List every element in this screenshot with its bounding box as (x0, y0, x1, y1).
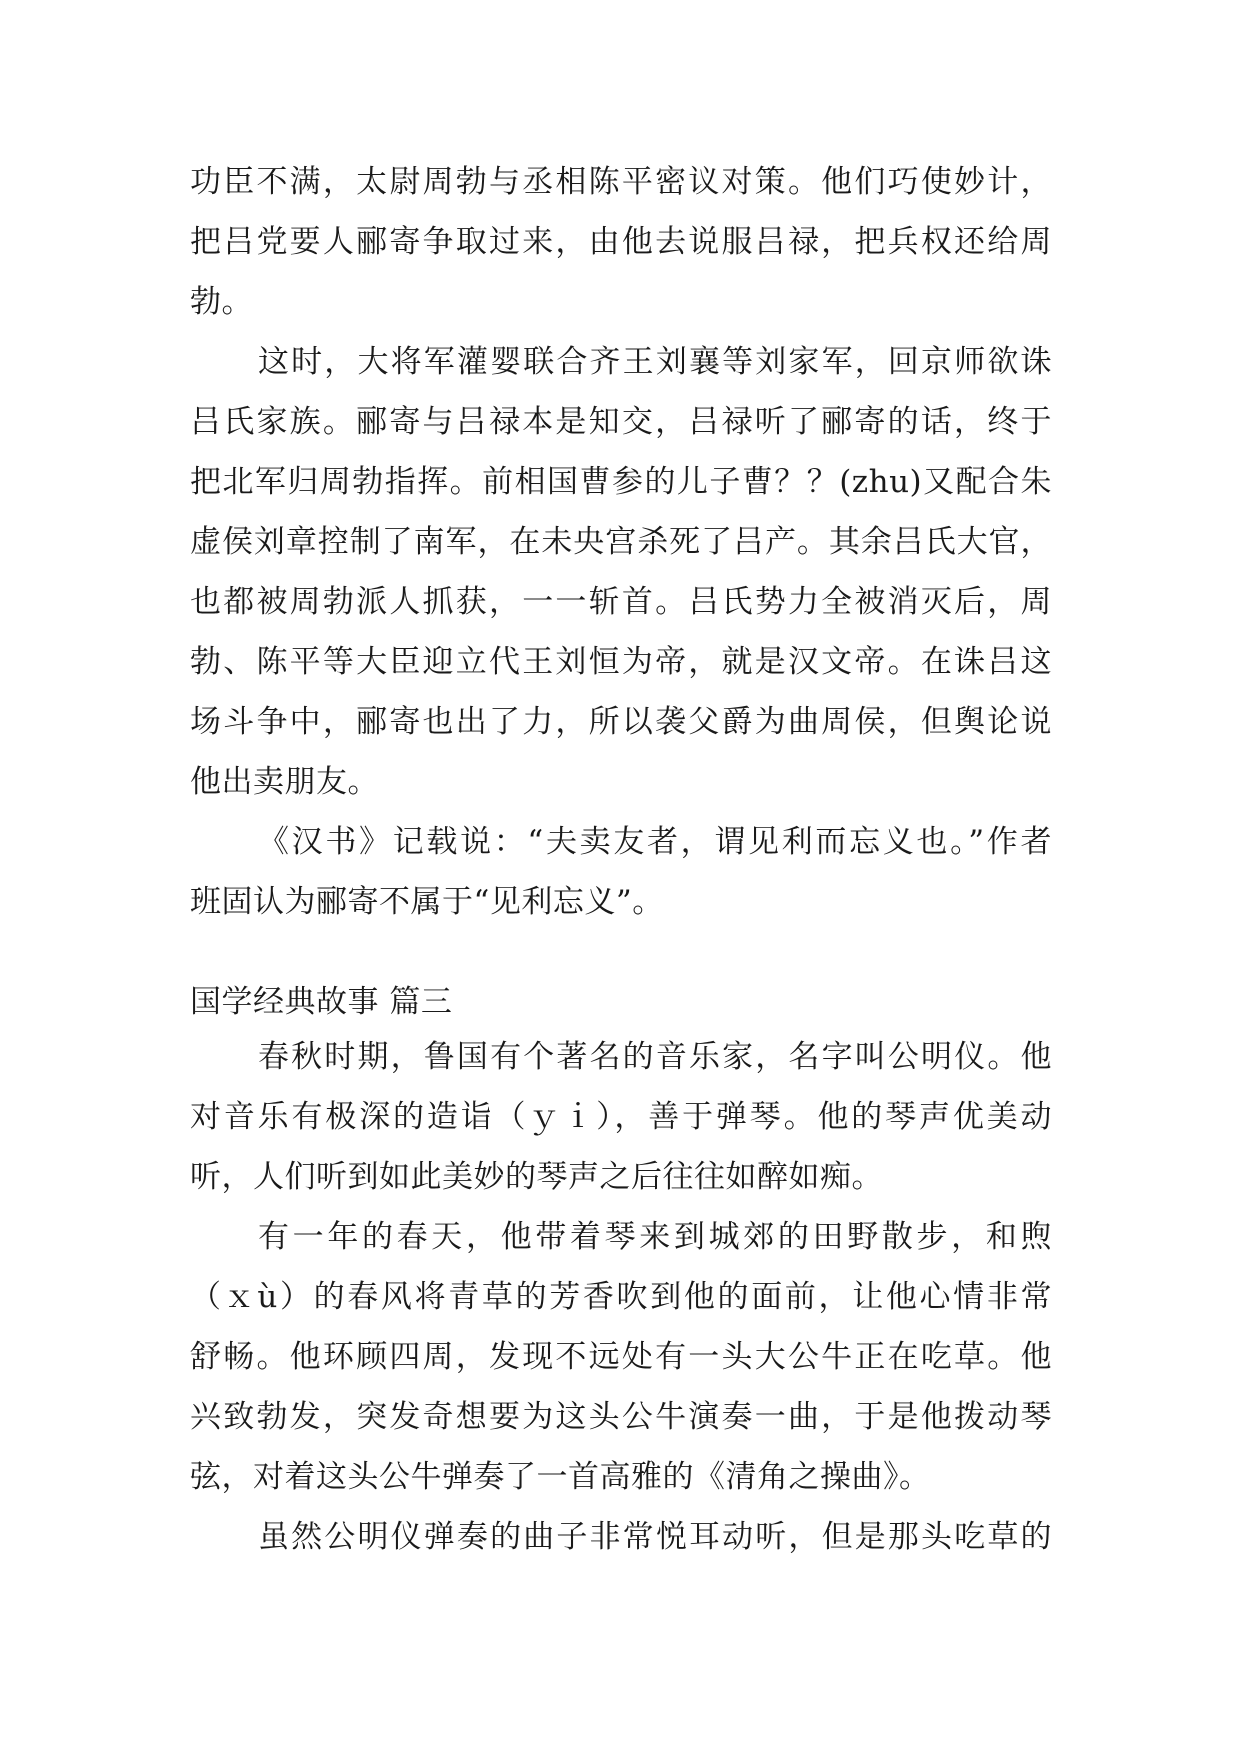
text-line: 这时，大将军灌婴联合齐王刘襄等刘家军，回京师欲诛 (258, 344, 1052, 380)
text-line: 勃、陈平等大臣迎立代王刘恒为帝，就是汉文帝。在诛吕这 (190, 644, 1052, 680)
text-line: 虚侯刘章控制了南军，在未央宫杀死了吕产。其余吕氏大官， (190, 524, 1052, 560)
text-line: 听，人们听到如此美妙的琴声之后往往如醉如痴。 (190, 1159, 883, 1195)
text-line: 把吕党要人郦寄争取过来，由他去说服吕禄，把兵权还给周 (190, 224, 1052, 260)
text-line: 《汉书》记载说：“夫卖友者，谓见利而忘义也。”作者 (258, 824, 1052, 860)
text-line: （ｘù）的春风将青草的芳香吹到他的面前，让他心情非常 (190, 1279, 1052, 1315)
text-line: 对音乐有极深的造诣（ｙｉ），善于弹琴。他的琴声优美动 (190, 1099, 1052, 1135)
text-line: 场斗争中，郦寄也出了力，所以袭父爵为曲周侯，但舆论说 (190, 704, 1052, 740)
text-line: 弦，对着这头公牛弹奏了一首高雅的《清角之操曲》。 (190, 1459, 931, 1495)
text-line: 春秋时期，鲁国有个著名的音乐家，名字叫公明仪。他 (258, 1039, 1052, 1075)
text-line: 有一年的春天，他带着琴来到城郊的田野散步，和煦 (258, 1219, 1052, 1255)
text-line: 舒畅。他环顾四周，发现不远处有一头大公牛正在吃草。他 (190, 1339, 1052, 1375)
text-line: 也都被周勃派人抓获，一一斩首。吕氏势力全被消灭后，周 (190, 584, 1052, 620)
text-line: 虽然公明仪弹奏的曲子非常悦耳动听，但是那头吃草的 (258, 1519, 1052, 1555)
text-line: 功臣不满，太尉周勃与丞相陈平密议对策。他们巧使妙计， (190, 164, 1052, 200)
text-line: 兴致勃发，突发奇想要为这头公牛演奏一曲，于是他拨动琴 (190, 1399, 1052, 1435)
section-heading: 国学经典故事 篇三 (190, 984, 453, 1020)
text-line: 吕氏家族。郦寄与吕禄本是知交，吕禄听了郦寄的话，终于 (190, 404, 1052, 440)
text-line: 他出卖朋友。 (190, 764, 379, 800)
text-line: 勃。 (190, 284, 253, 320)
document-body (190, 152, 1052, 1567)
text-line: 把北军归周勃指挥。前相国曹参的儿子曹？？(zhu)又配合朱 (190, 464, 1052, 500)
text-line: 班固认为郦寄不属于“见利忘义”。 (190, 884, 664, 920)
